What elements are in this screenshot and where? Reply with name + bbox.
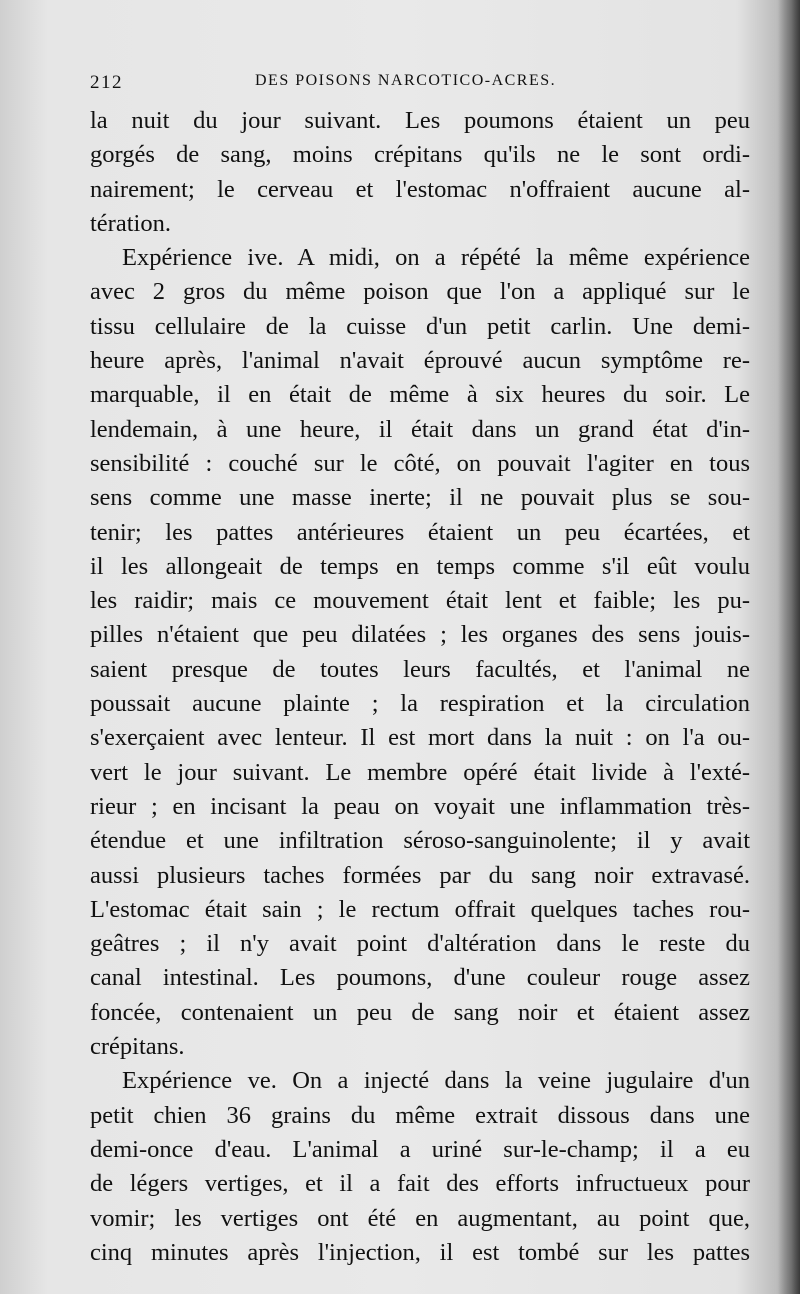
text-line: L'estomac était sain ; le rectum offrait quelques taches rou- xyxy=(90,895,750,923)
text-line: rieur ; en incisant la peau on voyait une inflammation très- xyxy=(90,792,750,820)
text-line: sensibilité : couché sur le côté, on pouvait l'agiter en tous xyxy=(90,449,750,477)
page-header xyxy=(90,72,750,102)
text-line: tenir; les pattes antérieures étaient un peu écartées, et xyxy=(90,518,750,546)
text-line: vert le jour suivant. Le membre opéré était livide à l'exté- xyxy=(90,758,750,786)
page-binding-shadow xyxy=(778,0,800,1294)
text-line: canal intestinal. Les poumons, d'une couleur rouge assez xyxy=(90,964,750,992)
text-line: lendemain, à une heure, il était dans un grand état d'in- xyxy=(90,415,750,443)
text-line: aussi plusieurs taches formées par du sang noir extravasé. xyxy=(90,861,750,889)
text-line: marquable, il en était de même à six heures du soir. Le xyxy=(90,381,750,409)
text-line: étendue et une infiltration séroso-sanguinolente; il y avait xyxy=(90,827,750,855)
text-line: les raidir; mais ce mouvement était lent et faible; les pu- xyxy=(90,587,750,615)
text-line: cinq minutes après l'injection, il est tombé sur les pattes xyxy=(90,1238,750,1266)
text-line: tissu cellulaire de la cuisse d'un petit carlin. Une demi- xyxy=(90,312,750,340)
body-text xyxy=(90,104,750,1270)
text-line: sens comme une masse inerte; il ne pouvait plus se sou- xyxy=(90,484,750,512)
text-line: il les allongeait de temps en temps comme s'il eût voulu xyxy=(90,552,750,580)
text-line: Expérience ve. On a injecté dans la veine jugulaire d'un xyxy=(122,1067,750,1095)
text-line: de légers vertiges, et il a fait des efforts infructueux pour xyxy=(90,1170,750,1198)
text-line: pilles n'étaient que peu dilatées ; les organes des sens jouis- xyxy=(90,621,750,649)
text-line: nairement; le cerveau et l'estomac n'offraient aucune al- xyxy=(90,175,750,203)
text-line: s'exerçaient avec lenteur. Il est mort dans la nuit : on l'a ou- xyxy=(90,724,750,752)
text-line: Expérience ive. A midi, on a répété la même expérience xyxy=(122,244,750,272)
text-line: la nuit du jour suivant. Les poumons étaient un peu xyxy=(90,107,750,134)
text-line: crépitans. xyxy=(90,1033,185,1061)
text-line: petit chien 36 grains du même extrait dissous dans une xyxy=(90,1101,750,1129)
text-line: poussait aucune plainte ; la respiration et la circulation xyxy=(90,690,750,718)
text-line: vomir; les vertiges ont été en augmentant, au point que, xyxy=(90,1204,750,1232)
text-line: foncée, contenaient un peu de sang noir et étaient assez xyxy=(90,998,750,1026)
page-number: 212 xyxy=(90,72,123,93)
text-line: saient presque de toutes leurs facultés, et l'animal ne xyxy=(90,655,750,683)
running-head: DES POISONS NARCOTICO-ACRES. xyxy=(255,72,557,89)
text-line: gorgés de sang, moins crépitans qu'ils ne le sont ordi- xyxy=(90,141,750,169)
text-line: demi-once d'eau. L'animal a uriné sur-le-champ; il a eu xyxy=(90,1135,750,1163)
text-line: avec 2 gros du même poison que l'on a appliqué sur le xyxy=(90,278,750,306)
text-line: tération. xyxy=(90,209,171,237)
text-line: geâtres ; il n'y avait point d'altération dans le reste du xyxy=(90,930,750,958)
text-line: heure après, l'animal n'avait éprouvé aucun symptôme re- xyxy=(90,347,750,375)
